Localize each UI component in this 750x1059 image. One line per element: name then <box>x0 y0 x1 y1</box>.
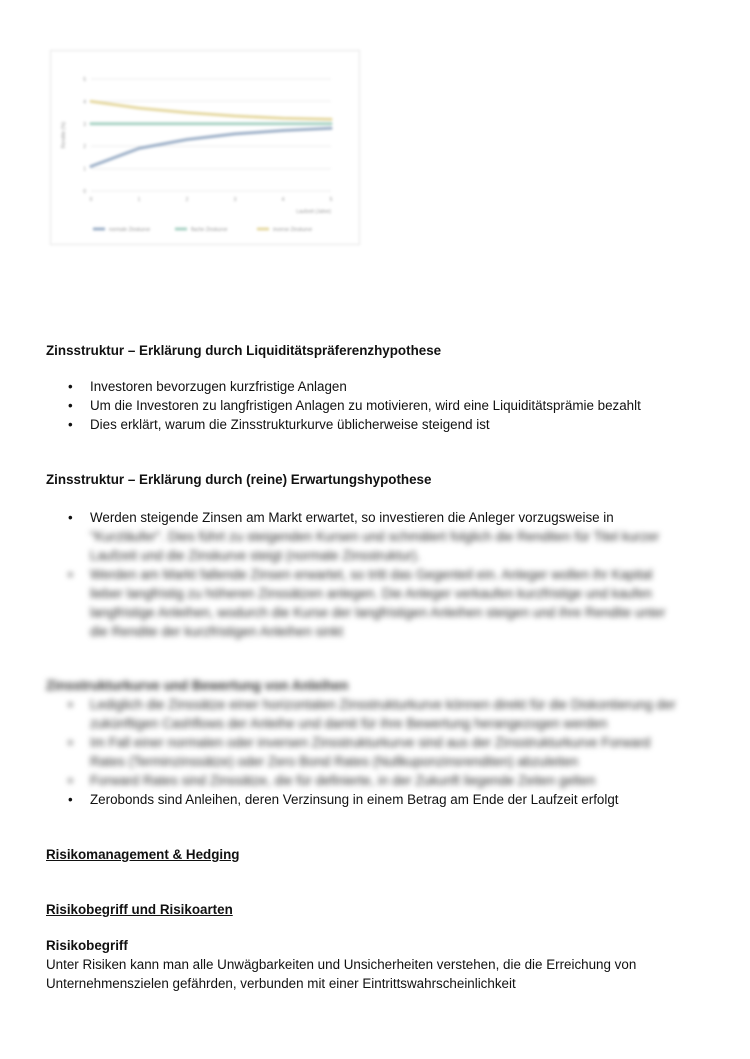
y-tick-label: 3 <box>83 121 86 128</box>
y-tick-label: 0 <box>83 189 86 195</box>
list-item-line: • Werden steigende Zinsen am Markt erwartet, so investieren die Anleger vorzugsweise in <box>90 510 614 525</box>
x-tick-label: 0 <box>89 197 93 203</box>
list-item-line: • Im Fall einer normalen oder inversen Zinsstrukturkurve sind aus der Zinsstrukturkurve Forward <box>90 735 651 750</box>
heading-risikobegriff: Risikobegriff <box>46 938 128 953</box>
list-item: • Um die Investoren zu langfristigen Anlagen zu motivieren, wird eine Liquiditätsprämie bezahlt <box>90 396 706 415</box>
list-erwartungshypothese <box>46 508 706 641</box>
list-liquiditaetspraeferenz <box>46 377 706 434</box>
list-item-line: lieber langfristig zu höheren Zinssätzen anlegen. Die Anleger verkaufen kurzfristige und kaufen <box>90 586 652 601</box>
list-item: • Zerobonds sind Anleihen, deren Verzinsung in einem Betrag am Ende der Laufzeit erfolgt <box>90 790 706 809</box>
y-tick-label: 5 <box>83 77 86 83</box>
heading-risikoarten: Risikobegriff und Risikoarten <box>46 902 233 917</box>
chart-svg <box>51 51 359 244</box>
list-item-line: • Werden am Markt fallende Zinsen erwartet, so tritt das Gegenteil ein. Anleger wollen ihr Kapital <box>90 567 653 582</box>
heading-risikomanagement: Risikomanagement & Hedging <box>46 847 240 862</box>
list-item-line: "Kurzläufer". Dies führt zu steigenden Kursen und schmälert folglich die Renditen für Titel kurzer <box>90 529 660 544</box>
heading-liquiditaetspraeferenz: Zinsstruktur – Erklärung durch Liquiditätspräferenzhypothese <box>46 343 442 358</box>
y-tick-label: 1 <box>83 166 86 173</box>
heading-bewertung-anleihen: Zinsstrukturkurve und Bewertung von Anleihen <box>46 678 349 693</box>
series-line <box>91 128 331 166</box>
y-tick-label: 2 <box>83 144 86 151</box>
list-item: • Investoren bevorzugen kurzfristige Anlagen <box>90 377 706 396</box>
x-tick-label: 1 <box>137 197 141 203</box>
list-item-line: zukünftigen Cashflows der Anleihe und damit für ihre Bewertung herangezogen werden <box>90 716 608 731</box>
paragraph-risikobegriff-line: Unter Risiken kann man alle Unwägbarkeiten und Unsicherheiten verstehen, die die Erreichung von <box>46 957 637 972</box>
y-axis-label: Rendite (%) <box>61 121 67 149</box>
series-line <box>91 101 331 119</box>
heading-erwartungshypothese: Zinsstruktur – Erklärung durch (reine) Erwartungshypothese <box>46 472 432 487</box>
list-item <box>90 508 706 565</box>
list-item-line: • Lediglich die Zinssätze einer horizontalen Zinsstrukturkurve können direkt für die Diskontierung der <box>90 697 676 712</box>
x-tick-label: 2 <box>185 197 189 203</box>
legend-label: flache Zinskurve <box>191 227 228 233</box>
y-tick-label: 4 <box>83 99 86 106</box>
list-item: • Forward Rates sind Zinssätze, die für definierte, in der Zukunft liegende Zeiten gelten <box>90 771 706 790</box>
list-item-line: langfristige Anleihen, wodurch die Kurse der langfristigen Anleihen steigen und ihre Rendite unter <box>90 605 666 620</box>
yield-curve-chart <box>50 50 360 245</box>
list-item <box>90 695 706 733</box>
x-tick-label: 4 <box>281 197 285 203</box>
list-item-line: Laufzeit und die Zinskurve steigt (normale Zinsstruktur). <box>90 548 421 563</box>
x-axis-label: Laufzeit (Jahre) <box>296 209 331 215</box>
x-tick-label: 3 <box>233 197 237 203</box>
list-item <box>90 733 706 771</box>
list-item-line: Rates (Terminzinssätze) oder Zero Bond Rates (Nullkuponzinsrenditen) abzuleiten <box>90 754 579 769</box>
list-bewertung-anleihen <box>46 695 706 809</box>
x-tick-label: 5 <box>329 197 333 203</box>
legend-label: normale Zinskurve <box>109 227 151 233</box>
list-item-line: die Rendite der kurzfristigen Anleihen sinkt <box>90 624 344 639</box>
list-item <box>90 565 706 641</box>
document-body <box>46 341 706 993</box>
list-item: • Dies erklärt, warum die Zinsstrukturkurve üblicherweise steigend ist <box>90 415 706 434</box>
paragraph-risikobegriff-line: Unternehmenszielen gefährden, verbunden mit einer Eintrittswahrscheinlichkeit <box>46 976 516 991</box>
legend-label: inverse Zinskurve <box>273 227 313 233</box>
